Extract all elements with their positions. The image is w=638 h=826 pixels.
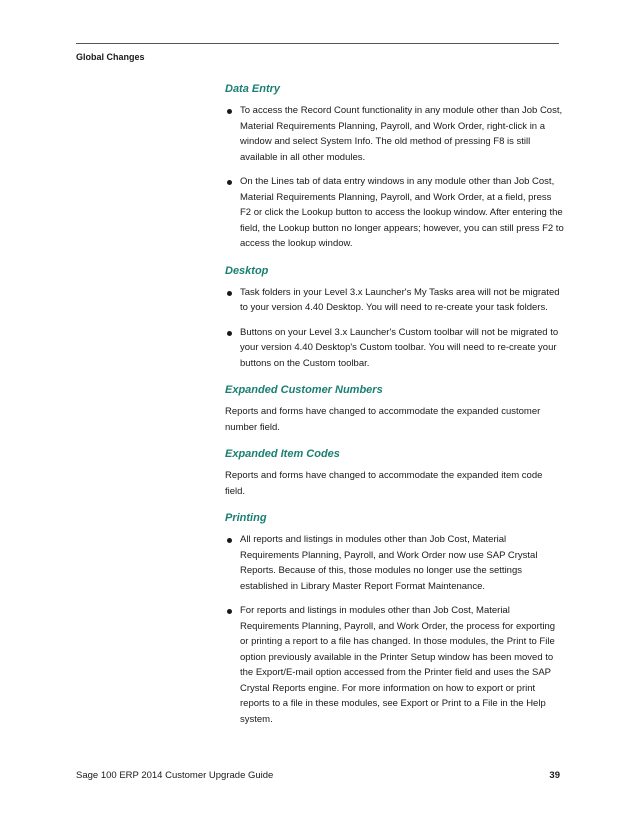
bullet-icon [227,180,232,185]
header-rule [76,43,559,44]
bullet-list [225,103,565,252]
list-item-text: Task folders in your Level 3.x Launcher's My Tasks area will not be migrated to your version 4.40 Desktop. You will need to re-create your task folders. [240,286,560,313]
section-expanded-item-codes [225,447,565,499]
bullet-icon [227,609,232,614]
section-heading: Desktop [225,264,269,277]
bullet-icon [227,538,232,543]
bullet-icon [227,331,232,336]
list-item-text: On the Lines tab of data entry windows in any module other than Job Cost, Material Requirements Planning, Payroll, and Work Order, at a field, press F2 or click the Lookup button to access the lookup window. After entering the field, the Lookup button no longer appears; however, you can still press F2 to access the lookup window. [240,176,564,249]
paragraph: Reports and forms have changed to accommodate the expanded customer number field. [225,406,541,433]
list-item-text: For reports and listings in modules other than Job Cost, Material Requirements Planning, Payroll, and Work Order, the process for exporting or printing a report to a file has changed. In those modules, the Print to File option previously available in the Printer Setup window has been moved to the Export/E-mail option accessed from the Printer field and uses the SAP Crystal Reports engine. For more information on how to export or print reports to a file in these modules, see Export or Print to a File in the Help system. [240,605,556,725]
section-heading: Expanded Item Codes [225,448,340,460]
page-number: 39 [549,770,560,781]
list-item [225,174,565,252]
list-item-text: To access the Record Count functionality in any module other than Job Cost, Material Requirements Planning, Payroll, and Work Order, right-click in a window and select System Info. The old method of pressing F8 is still available in all other modules. [240,105,563,163]
section-heading: Printing [225,512,267,524]
list-item [225,103,565,165]
page-content [225,82,565,739]
bullet-icon [227,109,232,114]
section-desktop [225,264,565,372]
running-header: Global Changes [76,52,145,62]
paragraph: Reports and forms have changed to accommodate the expanded item code field. [225,470,543,497]
section-expanded-customer-numbers [225,383,565,435]
section-printing [225,511,565,727]
bullet-list [225,285,565,372]
footer-guide-title: Sage 100 ERP 2014 Customer Upgrade Guide [76,770,274,781]
list-item [225,603,565,727]
list-item [225,532,565,594]
section-heading: Data Entry [225,83,281,95]
list-item [225,285,565,316]
bullet-list [225,532,565,727]
section-heading: Expanded Customer Numbers [225,384,383,396]
list-item-text: Buttons on your Level 3.x Launcher's Custom toolbar will not be migrated to your version 4.40 Desktop's Custom toolbar. You will need to re-create your buttons on the Custom toolbar. [240,326,559,369]
list-item-text: All reports and listings in modules other than Job Cost, Material Requirements Planning, Payroll, and Work Order now use SAP Crystal Reports. Because of this, those modules no longer use the settings established in Library Master Report Format Maintenance. [240,534,538,592]
list-item [225,325,565,372]
section-data-entry [225,82,565,252]
bullet-icon [227,291,232,296]
